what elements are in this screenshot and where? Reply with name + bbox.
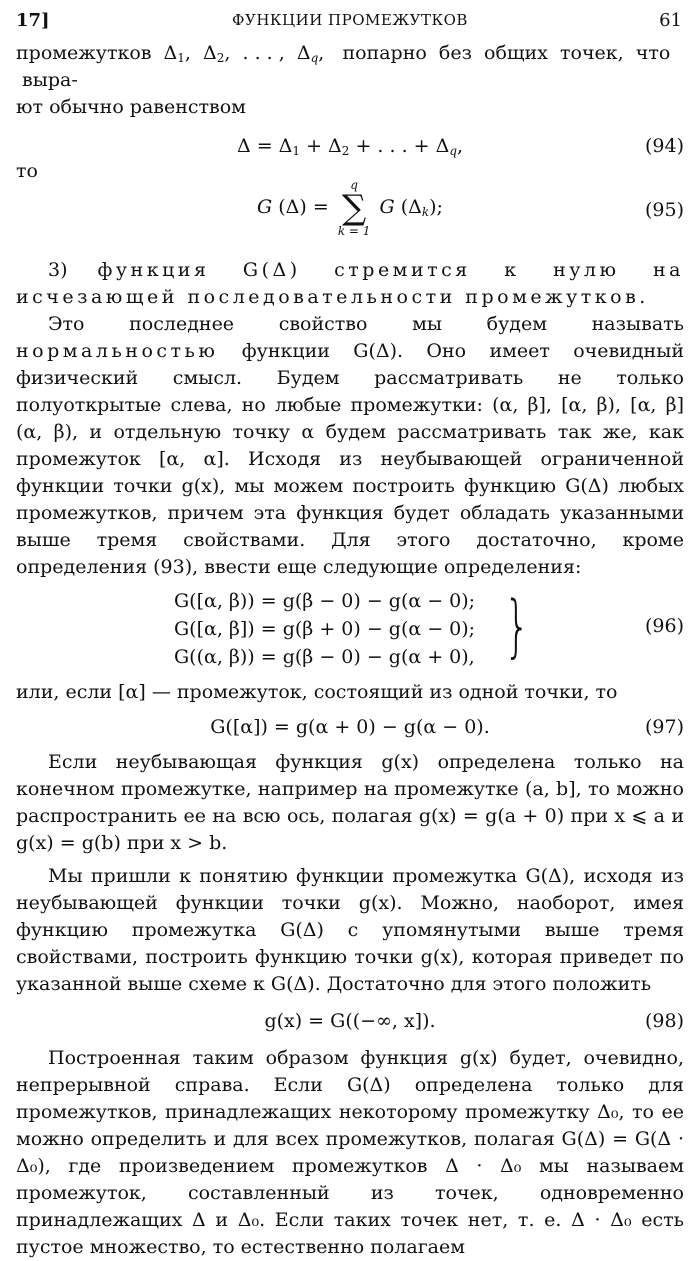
paragraph-right-continuous: Построенная таким образом функция g(x) будет, очевидно, непрерывной справа. Если G(Δ) определена только для промежутков, принадлежащих некоторому промежутку Δ₀, то ее можно определить и для всех промежутков, полагая G(Δ) = G(Δ · Δ₀), где произведением промежутков Δ · Δ₀ мы называем промежуток, составленный из точек, одновременно принадлежащих Δ и Δ₀. Если таких точек нет, т. е. Δ · Δ₀ есть пустое множество, то естественно полагаем	[16, 1047, 684, 1258]
intro-line-1: промежутков $\Delta_1$, $\Delta_2$, . . . , $\Delta_q$, попарно без общих точек, что выра-	[16, 42, 671, 91]
right-brace: }	[504, 587, 530, 666]
equation-98-number: (98)	[644, 1010, 684, 1032]
paragraph-extension: Если неубывающая функция g(x) определена только на конечном промежутке, например на промежутке (a, b], то можно распространить ее на всю ось, полагая g(x) = g(a + 0) при x ⩽ a и g(x) = g(b) при x > b.	[16, 751, 684, 854]
equation-98	[16, 1008, 684, 1035]
equation-94-number: (94)	[644, 135, 684, 157]
paragraph-normality: Это последнее свойство мы будем называть нормальностью функции G(Δ). Оно имеет очевидный физический смысл. Будем рассматривать не только полуоткрытые слева, но любые промежутки: (α, β], [α, β), [α, β] (α, β), и отдельную точку α будем рассматривать так же, как промежуток [α, α]. Исходя из неубывающей ограниченной функции точки g(x), мы можем построить функцию G(Δ) любых промежутков, причем эта функция будет обладать указанными выше тремя свойствами. Для этого достаточно, кроме определения (93), ввести еще следующие определения:	[16, 313, 684, 578]
intro-line-2: ют обычно равенством	[16, 96, 246, 118]
word-to: то	[16, 160, 38, 182]
equation-97-body: G([α]) = g(α + 0) − g(α − 0).	[210, 716, 490, 738]
equation-95-body: G (Δ) = q ∑ k = 1 G $(\Delta_k)$;	[257, 178, 443, 238]
equation-97	[16, 714, 684, 741]
equation-96	[16, 587, 684, 673]
equation-96-line-3: G((α, β)) = g(β − 0) − g(α + 0),	[174, 646, 475, 668]
equation-95	[16, 175, 684, 245]
page	[16, 6, 684, 1261]
running-header	[16, 6, 684, 40]
equation-95-number: (95)	[644, 199, 684, 221]
equation-96-number: (96)	[644, 615, 684, 637]
equation-94	[16, 133, 684, 160]
equation-96-line-2: G([α, β]) = g(β + 0) − g(α − 0);	[174, 618, 476, 640]
paragraph-converse: Мы пришли к понятию функции промежутка G(Δ), исходя из неубывающей функции точки g(x). Можно, наоборот, имея функцию промежутка G(Δ) с упомянутыми выше тремя свойствами, построить функцию точки g(x), которая приведет по указанной выше схеме к G(Δ). Достаточно для этого положить	[16, 865, 684, 995]
summation-sign: q ∑ k = 1	[337, 178, 371, 238]
section-number: 17]	[16, 10, 50, 31]
property-3: 3) функция G(Δ) стремится к нулю на исчезающей последовательности промежутков.	[16, 259, 685, 308]
equation-96-line-1: G([α, β)) = g(β − 0) − g(α − 0);	[174, 590, 476, 612]
equation-98-body: g(x) = G((−∞, x]).	[264, 1010, 436, 1032]
property-3-text: функция G(Δ) стремится к нулю на исчезающей последовательности промежутков.	[16, 259, 685, 308]
running-title: ФУНКЦИИ ПРОМЕЖУТКОВ	[232, 11, 468, 29]
normality-term: нормальностью	[16, 340, 219, 362]
paragraph-single-point: или, если [α] — промежуток, состоящий из одной точки, то	[16, 681, 618, 703]
equation-94-body: $\Delta = \Delta_1 + \Delta_2$ + . . . + $\Delta_q$,	[236, 135, 464, 158]
equation-96-lines	[174, 587, 475, 671]
page-number: 61	[659, 10, 682, 31]
equation-97-number: (97)	[644, 716, 684, 738]
